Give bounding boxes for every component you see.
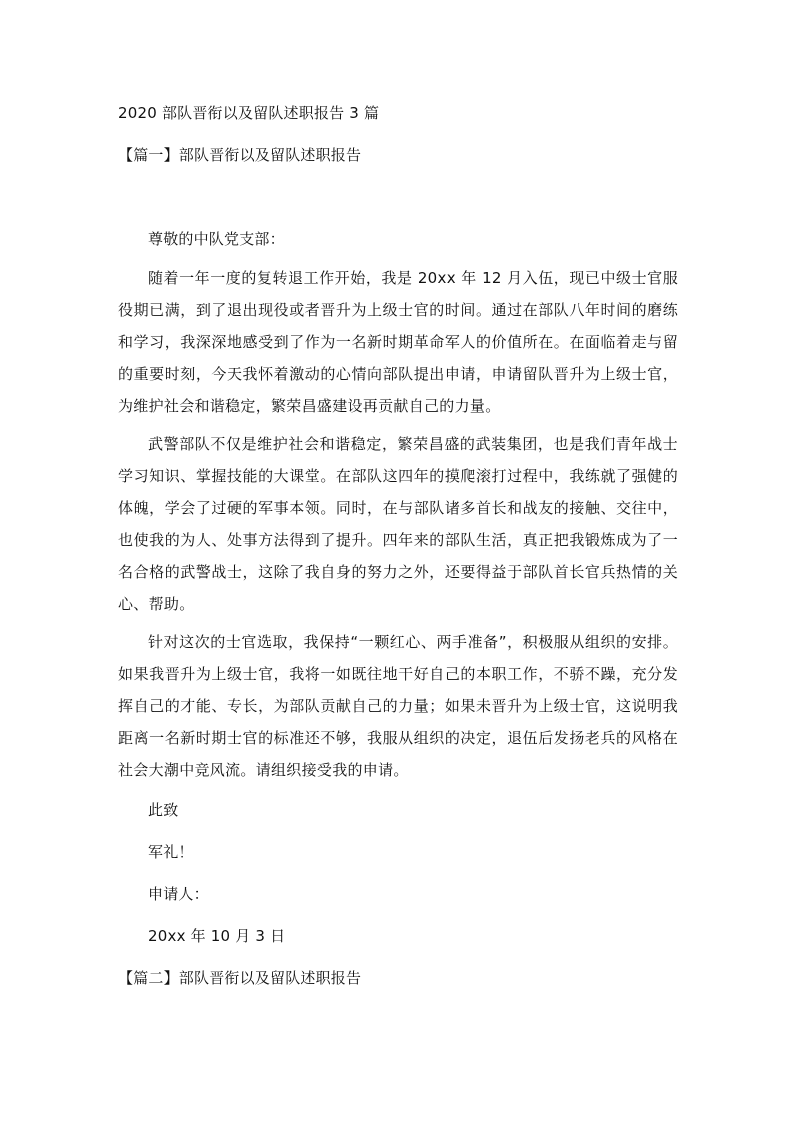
applicant-label: 申请人： [148, 885, 209, 903]
date-text: 20xx 年 10 月 3 日 [148, 927, 286, 945]
paragraph-3: 针对这次的士官选取，我保持“一颗红心、两手准备”，积极服从组织的安排。如果我晋升为上级士官，我将一如既往地干好自己的本职工作，不骄不躁，充分发挥自己的才能、专长，为部队贡献自己的力量；如果未晋升为上级士官，这说明我距离一名新时期士官的标准还不够，我服从组织的决定，退伍后发扬老兵的风格在社会大潮中竞风流。请组织接受我的申请。 [118, 633, 678, 779]
closing-text: 此致 [148, 801, 179, 819]
section-heading-1: 【篇一】部队晋衔以及留队述职报告 [118, 146, 362, 164]
document-title: 2020 部队晋衔以及留队述职报告 3 篇 [118, 104, 380, 122]
salutation: 尊敬的中队党支部： [148, 230, 285, 248]
paragraph-1: 随着一年一度的复转退工作开始，我是 20xx 年 12 月入伍，现已中级士官服役期已满，到了退出现役或者晋升为上级士官的时间。通过在部队八年时间的磨练和学习，我深深地感受到了作为一名新时期革命军人的价值所在。在面临着走与留的重要时刻，今天我怀着激动的心情向部队提出申请，申请留队晋升为上级士官，为维护社会和谐稳定，繁荣昌盛建设再贡献自己的力量。 [118, 269, 678, 415]
section-heading-2: 【篇二】部队晋衔以及留队述职报告 [118, 969, 362, 987]
paragraph-2: 武警部队不仅是维护社会和谐稳定，繁荣昌盛的武装集团，也是我们青年战士学习知识、掌握技能的大课堂。在部队这四年的摸爬滚打过程中，我练就了强健的体魄，学会了过硬的军事本领。同时，在与部队诸多首长和战友的接触、交往中，也使我的为人、处事方法得到了提升。四年来的部队生活，真正把我锻炼成为了一名合格的武警战士，这除了我自身的努力之外，还要得益于部队首长官兵热情的关心、帮助。 [118, 435, 678, 613]
salute-text: 军礼！ [148, 843, 194, 861]
